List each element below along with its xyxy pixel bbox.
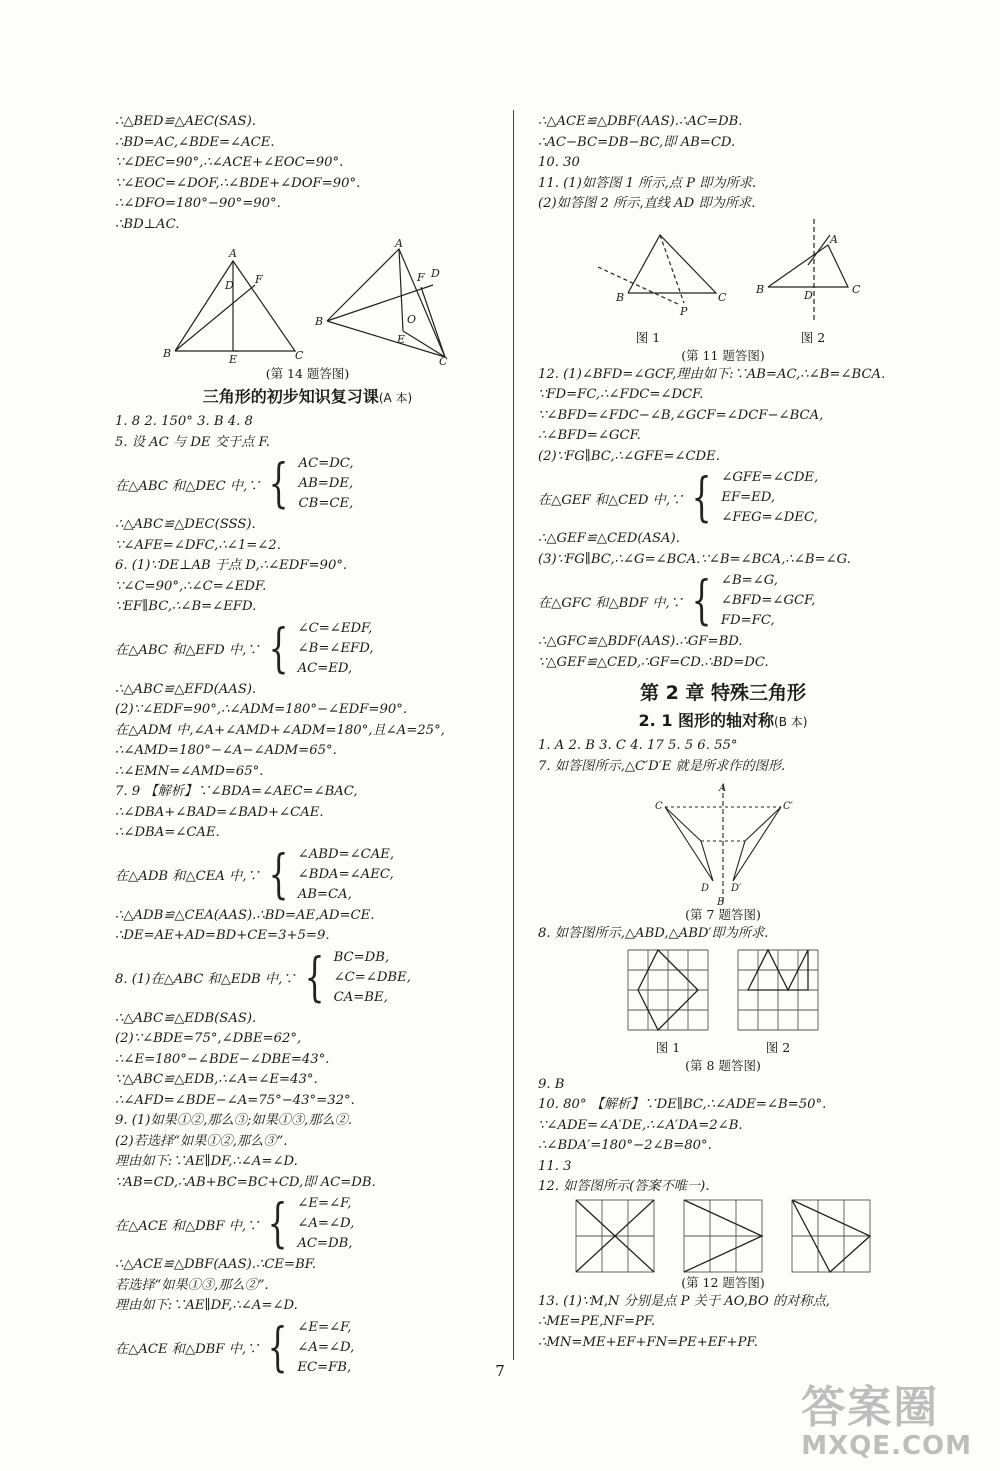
system-row: ∠A=∠D,: [297, 1339, 355, 1355]
review-answers-4: [115, 906, 500, 947]
solution-line: 1. A 2. B 3. C 4. 17 5. 5 6. 55°: [538, 738, 738, 753]
right-answers-3: [538, 529, 908, 570]
q14-solution-lines: [115, 112, 500, 235]
section-title-axial-symmetry: 2. 1 图形的轴对称(B 本): [638, 711, 808, 730]
svg-text:C: C: [852, 282, 861, 296]
system-row: ∠E=∠F,: [297, 1196, 352, 1211]
system-row: EF=ED,: [721, 490, 776, 505]
solution-line: ∵∠DEC=90°,∴∠ACE+∠EOC=90°.: [115, 155, 344, 170]
system-row: ∠GFE=∠CDE,: [721, 470, 819, 485]
q11-figure-2: [748, 215, 878, 347]
system-row: ∠C=∠DBE,: [333, 969, 411, 985]
system-row: ∠B=∠EFD,: [297, 640, 374, 656]
q11-figures: [538, 215, 908, 347]
solution-line: ∴∠DBA=∠CAE.: [115, 825, 220, 840]
svg-text:B: B: [717, 897, 725, 906]
solution-line: ∵∠AFE=∠DFC,∴∠1=∠2.: [115, 537, 281, 553]
system-row: AC=DC,: [298, 456, 354, 471]
solution-line: 在△ADM 中,∠A+∠AMD+∠ADM=180°,且∠A=25°,: [115, 722, 445, 738]
system-prefix: 在△ABC 和△EFD 中,∵: [115, 643, 260, 658]
figure-label: 图 1: [635, 329, 661, 345]
right-answers-5: [538, 736, 908, 777]
q12-figure-2: [682, 1198, 764, 1274]
solution-line: 11. 3: [538, 1158, 572, 1174]
svg-text:D′: D′: [731, 883, 742, 894]
solution-line: ∴△ABC≌△EDB(SAS).: [115, 1010, 257, 1026]
svg-text:D: D: [804, 288, 813, 302]
solution-line: ∵∠ADE=∠A′DE,∴∠A′DA=2∠B.: [538, 1117, 743, 1133]
system-row: AC=DB,: [297, 1236, 353, 1251]
svg-text:C′: C′: [783, 801, 793, 812]
review-answers-3: [115, 680, 500, 844]
svg-text:D: D: [225, 279, 234, 292]
solution-line: ∵∠C=90°,∴∠C=∠EDF.: [115, 578, 267, 594]
svg-text:F: F: [417, 271, 425, 284]
brace-icon: {: [267, 1317, 288, 1378]
solution-line: 12. 如答图所示(答案不唯一).: [538, 1179, 710, 1194]
system-prefix: 在△ACE 和△DBF 中,∵: [115, 1342, 260, 1357]
figure-label: 图 1: [655, 1039, 681, 1055]
system-row: AC=ED,: [297, 660, 353, 676]
right-answers-4: [538, 632, 908, 673]
solution-line: 10. 80° 【解析】∵DE∥BC,∴∠ADE=∠B=50°.: [538, 1097, 827, 1112]
solution-line: ∵EF∥BC,∴∠B=∠EFD.: [115, 599, 257, 614]
solution-line: (2)∵FG∥BC,∴∠GFE=∠CDE.: [538, 448, 720, 464]
q14-figure-caption: (第 14 题答图): [265, 366, 350, 381]
q11-figure-caption: (第 11 题答图): [681, 347, 765, 363]
system-row: ∠FEG=∠DEC,: [721, 510, 818, 525]
q12-figure-1: [574, 1198, 656, 1274]
solution-line: ∴DE=AE+AD=BD+CE=3+5=9.: [115, 928, 330, 943]
system-prefix: 在△ABC 和△DEC 中,∵: [115, 478, 261, 494]
solution-line: (3)∵FG∥BC,∴∠G=∠BCA.∵∠B=∠BCA,∴∠B=∠G.: [538, 551, 851, 567]
equation-system: [115, 619, 500, 679]
svg-text:B: B: [315, 315, 324, 328]
figure-label: 图 2: [800, 329, 826, 345]
brace-icon: {: [268, 844, 289, 905]
solution-line: ∴∠BFD=∠GCF.: [538, 428, 641, 443]
solution-line: (2)∵∠BDE=75°,∠DBE=62°,: [115, 1031, 302, 1046]
equation-system: [115, 845, 500, 905]
q7-figure: [653, 781, 793, 906]
svg-text:C: C: [655, 801, 663, 812]
solution-line: ∴MN=ME+EF+FN=PE+EF+PF.: [538, 1334, 758, 1350]
right-answers-2: [538, 365, 908, 468]
solution-line: ∴△GFC≌△BDF(AAS).∴GF=BD.: [538, 634, 743, 649]
solution-line: 10. 30: [538, 155, 580, 170]
solution-line: ∴∠BDA′=180°−2∠B=80°.: [538, 1138, 712, 1153]
solution-line: 9. (1)如果①②,那么③;如果①③,那么②.: [115, 1113, 353, 1128]
svg-text:E: E: [229, 353, 238, 365]
solution-line: ∴∠E=180°−∠BDE−∠DBE=43°.: [115, 1051, 330, 1067]
svg-text:F: F: [255, 273, 263, 286]
solution-line: ∴△ABC≌△DEC(SSS).: [115, 517, 256, 532]
solution-line: ∴∠DFO=180°−90°=90°.: [115, 196, 281, 211]
svg-text:P: P: [680, 304, 688, 318]
solution-line: (2)如答图 2 所示,直线 AD 即为所求.: [538, 196, 756, 211]
solution-line: ∴△ADB≌△CEA(AAS).∴BD=AE,AD=CE.: [115, 907, 375, 923]
solution-line: ∵FD=FC,∴∠FDC=∠DCF.: [538, 387, 704, 402]
q8-grid-figure: [623, 945, 713, 1035]
svg-text:A: A: [229, 247, 237, 260]
brace-icon: {: [269, 454, 289, 514]
q12-figure-caption: (第 12 题答图): [681, 1274, 765, 1290]
solution-line: ∴ME=PE,NF=PF.: [538, 1314, 656, 1329]
system-prefix: 8. (1)在△ABC 和△EDB 中,∵: [115, 972, 296, 987]
right-answers-7: [538, 1075, 908, 1198]
system-row: AB=DE,: [298, 476, 354, 491]
solution-line: 理由如下:∵AE∥DF,∴∠A=∠D.: [115, 1298, 298, 1313]
right-answers-8: [538, 1292, 908, 1354]
q8-figure-caption: (第 8 题答图): [685, 1057, 761, 1073]
solution-line: 13. (1)∵M,N 分别是点 P 关于 AO,BO 的对称点,: [538, 1293, 830, 1309]
right-answers-1: [538, 112, 908, 215]
q14-figure: [155, 239, 455, 365]
q8-figure-2: [733, 945, 823, 1057]
site-logo: [801, 1371, 972, 1461]
brace-icon: {: [691, 468, 712, 528]
svg-text:A: A: [395, 239, 403, 250]
review-answers-2: [115, 515, 500, 618]
system-row: CB=CE,: [298, 496, 354, 511]
svg-text:A: A: [830, 232, 838, 246]
svg-text:O: O: [407, 313, 417, 326]
solution-line: 9. B: [538, 1076, 565, 1092]
svg-text:B: B: [756, 282, 765, 296]
equation-system: [115, 454, 500, 514]
right-column: [538, 112, 908, 1353]
svg-text:C: C: [295, 349, 304, 362]
solution-line: ∴∠AFD=∠BDE−∠A=75°−43°=32°.: [115, 1092, 355, 1108]
system-prefix: 在△ADB 和△CEA 中,∵: [115, 869, 260, 884]
system-row: ∠BDA=∠AEC,: [297, 866, 394, 882]
solution-line: ∵AB=CD,∴AB+BC=BC+CD,即 AC=DB.: [115, 1174, 376, 1190]
solution-line: ∵△GEF≌△CED,∴GF=CD.∴BD=DC.: [538, 654, 769, 670]
system-row: EC=FB,: [297, 1359, 352, 1375]
figure-label: 图 2: [765, 1039, 791, 1055]
solution-line: ∴△BED≌△AEC(SAS).: [115, 114, 256, 129]
system-row: ∠E=∠F,: [297, 1319, 352, 1335]
q11-figure-1: [568, 215, 728, 347]
solution-line: (2)若选择“如果①②,那么③”.: [115, 1133, 288, 1149]
q12-figures: [538, 1198, 908, 1274]
solution-line: ∵∠BFD=∠FDC−∠B,∠GCF=∠DCF−∠BCA,: [538, 407, 824, 423]
equation-system: [115, 948, 500, 1008]
solution-line: ∴BD⊥AC.: [115, 216, 180, 232]
page-number: 7: [495, 1362, 505, 1380]
review-answers-6: [115, 1255, 500, 1317]
q8-figure-1: [623, 945, 713, 1057]
solution-line: 6. (1)∵DE⊥AB 于点 D,∴∠EDF=90°.: [115, 558, 348, 573]
left-column: [115, 112, 500, 1379]
logo-url: MXQE.COM: [801, 1431, 972, 1461]
solution-line: ∴∠AMD=180°−∠A−∠ADM=65°.: [115, 743, 337, 758]
system-prefix: 在△GFC 和△BDF 中,∵: [538, 595, 683, 611]
section-title-review: 三角形的初步知识复习课(A 本): [202, 387, 413, 406]
brace-icon: {: [691, 571, 712, 631]
q8-figures: [538, 945, 908, 1057]
solution-line: 理由如下:∵AE∥DF,∴∠A=∠D.: [115, 1154, 298, 1169]
brace-icon: {: [304, 947, 324, 1008]
solution-line: ∴△GEF≌△CED(ASA).: [538, 531, 680, 546]
equation-system: [538, 468, 908, 528]
system-row: CA=BE,: [333, 989, 388, 1005]
solution-line: 7. 9 【解析】∵∠BDA=∠AEC=∠BAC,: [115, 784, 358, 799]
review-answers-5: [115, 1009, 500, 1194]
system-row: BC=DB,: [333, 949, 390, 965]
q7-figure-caption: (第 7 题答图): [685, 907, 761, 922]
system-row: ∠A=∠D,: [297, 1216, 355, 1231]
svg-text:D: D: [701, 883, 710, 894]
q8-grid-figure: [733, 945, 823, 1035]
system-row: AB=CA,: [297, 886, 352, 902]
solution-line: ∴△ACE≌△DBF(AAS).∴AC=DB.: [538, 114, 743, 129]
solution-line: ∴∠EMN=∠AMD=65°.: [115, 763, 264, 779]
q11-line-figure: [748, 215, 878, 325]
brace-icon: {: [267, 1194, 288, 1254]
q12-figure-3: [790, 1198, 872, 1274]
solution-line: 12. (1)∠BFD=∠GCF,理由如下:∵AB=AC,∴∠B=∠BCA.: [538, 366, 886, 382]
system-prefix: 在△GEF 和△CED 中,∵: [538, 492, 684, 508]
q11-triangle-figure: [568, 215, 728, 325]
solution-line: 7. 如答图所示,△C′D′E 就是所求作的图形.: [538, 758, 786, 774]
solution-line: ∴BD=AC,∠BDE=∠ACE.: [115, 134, 275, 150]
svg-text:E: E: [397, 333, 406, 346]
system-row: ∠ABD=∠CAE,: [297, 846, 395, 862]
equation-system: [538, 571, 908, 631]
system-row: ∠BFD=∠GCF,: [720, 593, 816, 608]
logo-text: 答案圈: [801, 1382, 940, 1433]
right-answers-6: [538, 924, 908, 945]
chapter-title: 第 2 章 特殊三角形: [639, 682, 807, 704]
solution-line: 5. 设 AC 与 DE 交于点 F.: [115, 434, 270, 450]
svg-text:C: C: [718, 290, 727, 304]
equation-system: [115, 1194, 500, 1254]
solution-line: ∵△ABC≌△EDB,∴∠A=∠E=43°.: [115, 1072, 318, 1087]
svg-text:C: C: [439, 355, 448, 365]
solution-line: 若选择“如果①③,那么②”.: [115, 1277, 269, 1293]
solution-line: ∴△ABC≌△EFD(AAS).: [115, 681, 257, 697]
column-divider: [513, 110, 514, 1360]
svg-text:A: A: [719, 783, 727, 794]
solution-line: (2)∵∠EDF=90°,∴∠ADM=180°−∠EDF=90°.: [115, 702, 408, 717]
brace-icon: {: [268, 618, 288, 679]
review-answers-1: [115, 412, 500, 453]
svg-text:B: B: [163, 347, 172, 360]
solution-line: ∴△ACE≌△DBF(AAS).∴CE=BF.: [115, 1257, 317, 1272]
solution-line: ∵∠EOC=∠DOF,∴∠BDE+∠DOF=90°.: [115, 175, 361, 191]
svg-text:D: D: [431, 267, 440, 280]
solution-line: 11. (1)如答图 1 所示,点 P 即为所求.: [538, 175, 757, 191]
system-row: ∠B=∠G,: [720, 573, 779, 588]
system-row: FD=FC,: [720, 613, 775, 628]
system-prefix: 在△ACE 和△DBF 中,∵: [115, 1218, 260, 1234]
system-row: ∠C=∠EDF,: [297, 620, 373, 636]
solution-line: 1. 8 2. 150° 3. B 4. 8: [115, 414, 253, 429]
svg-text:B: B: [616, 290, 625, 304]
solution-line: ∴AC−BC=DB−BC,即 AB=CD.: [538, 134, 736, 150]
solution-line: ∴∠DBA+∠BAD=∠BAD+∠CAE.: [115, 804, 324, 820]
solution-line: 8. 如答图所示,△ABD,△ABD′即为所求.: [538, 926, 769, 941]
